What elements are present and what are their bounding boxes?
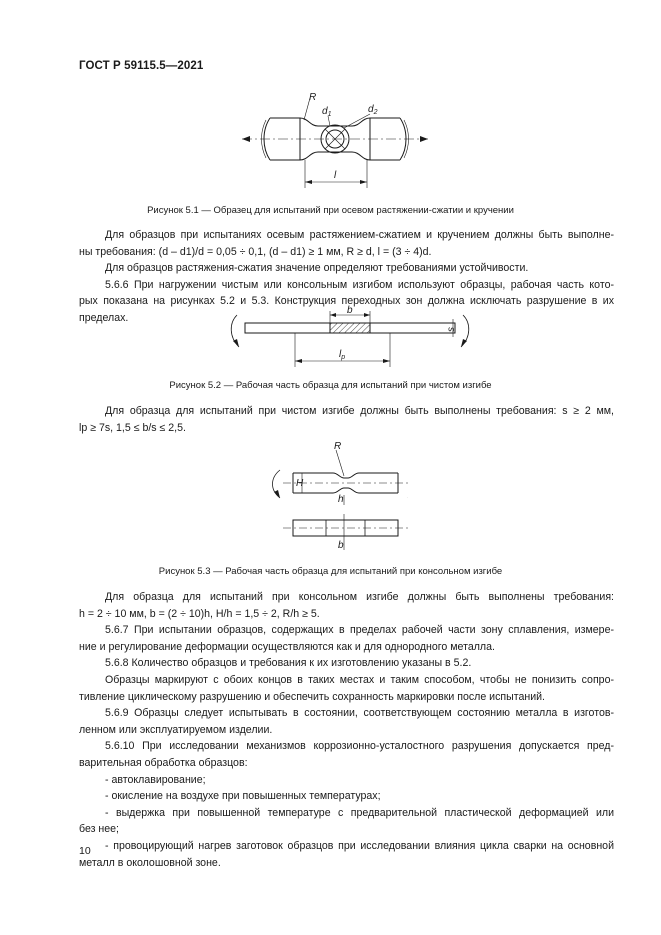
text-line: ние и регулирование деформации осуществляются как и для однородного металла. [79, 640, 495, 653]
text-line: тивление циклическому разрушению и обеспечить сохранность маркировки после испытаний. [79, 690, 545, 703]
list-item: - провоцирующий нагрев заготовок образцов при исследовании влияния цикла сварки на основной [105, 839, 614, 852]
text-line: h = 2 ÷ 10 мм, b = (2 ÷ 10)h, H/h = 1,5 ÷ 2, R/h ≥ 5. [79, 607, 320, 620]
paragraph-block-2 [79, 403, 614, 436]
figure-5-3-specimen-drawing [258, 440, 408, 560]
figure-5-3-caption: Рисунок 5.3 — Рабочая часть образца для испытаний при консольном изгибе [158, 566, 503, 577]
text-line: металл в околошовной зоне. [79, 856, 221, 869]
fig1-label-l: l [334, 170, 337, 181]
paragraph-block-3 [79, 589, 614, 871]
text-line: пределах. [79, 311, 129, 324]
fig3-label-b: b [338, 540, 344, 551]
fig3-label-H: H [296, 478, 304, 489]
fig3-label-R: R [334, 441, 342, 452]
text-line: Для образца для испытаний при консольном изгибе должны быть выполнены требования: [105, 591, 614, 603]
fig1-label-d1: $d_1$ [322, 106, 332, 118]
list-item: - окисление на воздухе при повышенных температурах; [105, 790, 381, 803]
fig1-label-d2: $d_2$ [368, 104, 378, 116]
text-line: Образцы маркируют с обоих концов в таких местах и таким способом, чтобы не понизить сопро- [105, 673, 614, 686]
list-item: - выдержка при повышенной температуре с предварительной пластической деформацией или [105, 806, 614, 819]
text-line: 5.6.7 При испытании образцов, содержащих в пределах рабочей части зону сплавления, измере- [105, 624, 614, 637]
text-line: ны требования: (d – d1)/d = 0,05 ÷ 0,1, (d – d1) ≥ 1 мм, R ≥ d, l = (3 ÷ 4)d. [79, 245, 432, 258]
page-number: 10 [79, 845, 91, 857]
figure-5-2-caption: Рисунок 5.2 — Рабочая часть образца для испытаний при чистом изгибе [169, 380, 492, 391]
text-line: Для образцов при испытаниях осевым растяжением-сжатием и кручением должны быть выполне- [105, 229, 614, 241]
fig2-label-s: s [446, 327, 457, 332]
document-header: ГОСТ Р 59115.5—2021 [79, 60, 204, 72]
text-line: 5.6.6 При нагружении чистым или консольным изгибом используют образцы, рабочая часть кото- [105, 278, 614, 291]
text-line: ленном или эксплуатируемом изделии. [79, 723, 273, 736]
text-line: Для образца для испытаний при чистом изгибе должны быть выполнены требования: s ≥ 2 мм, [105, 405, 614, 417]
text-line: lp ≥ 7s, 1,5 ≤ b/s ≤ 2,5. [79, 421, 186, 434]
text-line: 5.6.9 Образцы следует испытывать в состоянии, соответствующем состоянию металла в изготов- [105, 707, 614, 720]
figure-5-1-caption: Рисунок 5.1 — Образец для испытаний при осевом растяжении-сжатии и кручении [147, 205, 514, 216]
list-item: - автоклавирование; [105, 773, 206, 786]
text-line: рых показана на рисунках 5.2 и 5.3. Конструкция переходных зон должна исключать разрушение в их [79, 295, 614, 308]
text-line: 5.6.10 При исследовании механизмов коррозионно-усталостного разрушения допускается пред- [105, 740, 614, 753]
text-line: 5.6.8 Количество образцов и требования к их изготовлению указаны в 5.2. [105, 657, 472, 670]
fig2-label-b: b [347, 305, 353, 316]
figure-5-2-specimen-drawing [225, 305, 495, 375]
text-line: без нее; [79, 823, 119, 836]
text-line: варительная обработка образцов: [79, 756, 248, 769]
fig3-label-h: h [338, 494, 344, 505]
text-line: Для образцов растяжения-сжатия значение определяют требованиями устойчивости. [105, 262, 529, 275]
figure-5-1-specimen-drawing [230, 90, 440, 190]
fig1-label-R: R [309, 92, 317, 103]
fig2-label-lp: $l_p$ [339, 349, 346, 361]
